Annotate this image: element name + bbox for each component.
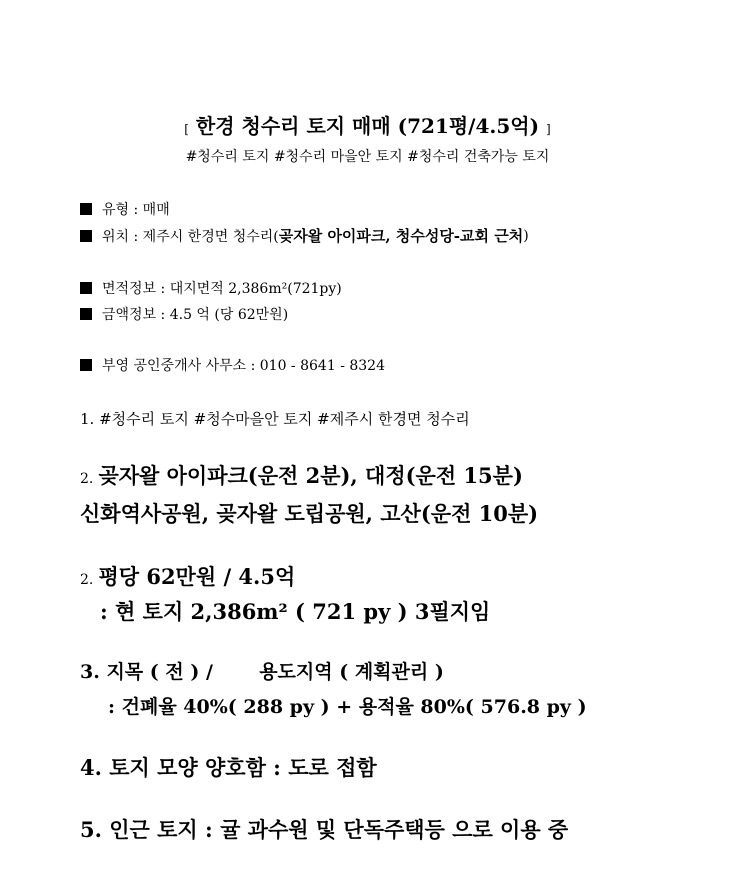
hashtags-line: #청수리 토지 #청수리 마을안 토지 #청수리 건축가능 토지 — [185, 149, 550, 165]
info-area — [80, 278, 342, 298]
item-three-line-b: : 현 토지 2,386m² ( 721 py ) 3필지임 — [100, 599, 491, 624]
item-two-line-a — [80, 460, 523, 490]
info-type-text: 유형 : 매매 — [102, 202, 170, 218]
item-four-line-b: : 건폐율 40%( 288 py ) + 용적율 80%( 576.8 py ) — [108, 696, 587, 718]
item-one: 1. #청수리 토지 #청수마을안 토지 #제주시 한경면 청수리 — [80, 410, 470, 428]
info-location — [80, 225, 529, 246]
bullet-square-icon — [80, 308, 92, 320]
page-title — [0, 110, 735, 139]
info-agent-text: 부영 공인중개사 사무소 : 010 - 8641 - 8324 — [102, 358, 385, 374]
item-four-line-a: 3. 지목 ( 전 ) / 용도지역 ( 계획관리 ) — [80, 661, 444, 683]
bullet-square-icon — [80, 203, 92, 215]
item-three-line-a — [80, 561, 295, 591]
title-text: 한경 청수리 토지 매매 (721평/4.5억) — [195, 114, 540, 138]
info-agent — [80, 355, 385, 375]
info-type — [80, 199, 170, 219]
item-three-text-a: 평당 62만원 / 4.5억 — [98, 564, 296, 589]
info-location-label: 위치 : 제주시 한경면 청수리( — [102, 228, 279, 245]
item-six: 5. 인근 토지 : 귤 과수원 및 단독주택등 으로 이용 중 — [80, 817, 569, 842]
title-bracket-open: [ — [184, 122, 189, 136]
info-location-detail: 곶자왈 아이파크, 청수성당-교회 근처 — [278, 227, 524, 245]
info-area-text: 면적정보 : 대지면적 2,386m²(721py) — [102, 281, 342, 297]
bullet-square-icon — [80, 230, 92, 242]
bullet-square-icon — [80, 282, 92, 294]
info-price — [80, 304, 288, 324]
item-two-text-a: 곶자왈 아이파크(운전 2분), 대정(운전 15분) — [98, 463, 523, 488]
bullet-square-icon — [80, 359, 92, 371]
info-price-text: 금액정보 : 4.5 억 (당 62만원) — [102, 307, 289, 323]
info-location-close: ) — [523, 227, 529, 244]
title-bracket-close: ] — [546, 122, 551, 136]
item-three-number: 2. — [80, 572, 94, 588]
item-five: 4. 토지 모양 양호함 : 도로 접함 — [80, 755, 377, 780]
item-two-number: 2. — [80, 471, 94, 487]
item-two-line-b: 신화역사공원, 곶자왈 도립공원, 고산(운전 10분) — [80, 501, 539, 526]
